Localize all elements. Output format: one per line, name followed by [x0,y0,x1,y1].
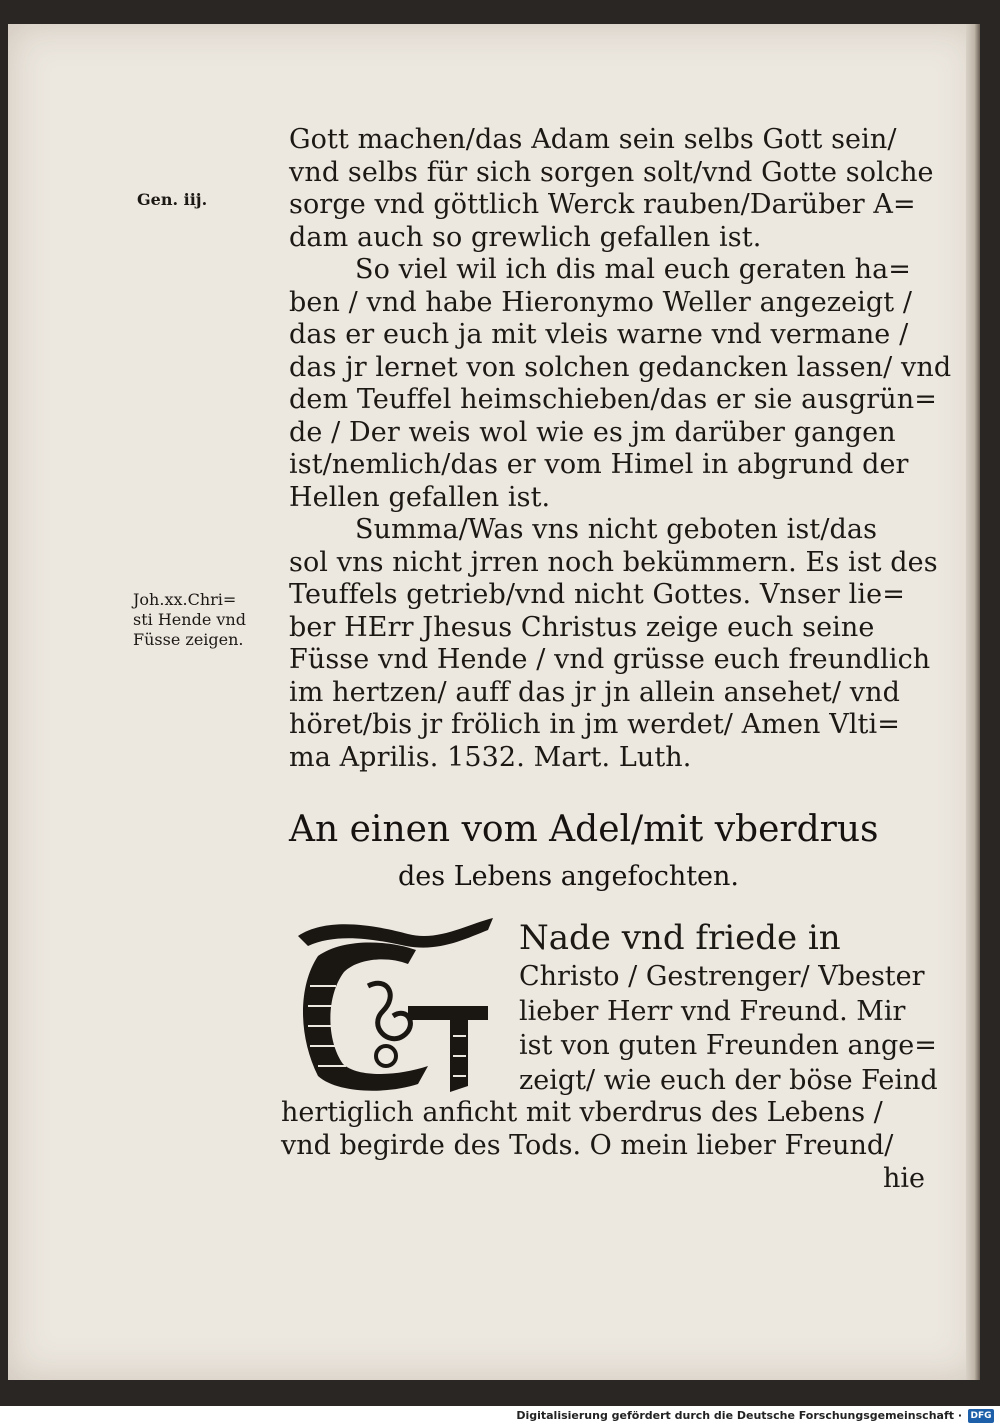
initial-ornament-icon [288,916,504,1098]
text-line: zeigt/ wie euch der böse Feind [519,1064,938,1096]
text-line: hertiglich anficht mit vberdrus des Lebens / [281,1097,883,1128]
main-text-block [289,124,952,774]
text-line: ma Aprilis. 1532. Mart. Luth. [289,741,692,773]
text-line: das jr lernet von solchen gedancken lassen/ vnd [289,351,952,383]
section-subheading: des Lebens angefochten. [398,861,740,892]
text-line: ben / vnd habe Hieronymo Weller angezeigt / [289,286,913,318]
text-line: sol vns nicht jrren noch bekümmern. Es ist des [289,546,938,578]
text-line: ist/nemlich/das er vom Himel in abgrund der [289,449,909,480]
text-line: ist von guten Freunden ange= [519,1030,937,1061]
footer-bar [0,1406,1000,1426]
text-line: vnd begirde des Tods. O mein lieber Freund/ [281,1130,894,1161]
text-line: de / Der weis wol wie es jm darüber gangen [289,416,896,448]
margin-note-joh-3: Füsse zeigen. [133,630,244,649]
text-line: Gott machen/das Adam sein selbs Gott sein/ [289,124,897,155]
text-line: ber HErr Jhesus Christus zeige euch seine [289,611,875,643]
letter-text-full [281,1096,931,1195]
text-line: Summa/Was vns nicht geboten ist/das [355,514,878,545]
text-line: Nade vnd friede in [519,918,841,958]
text-line: Christo / Gestrenger/ Vbester [519,961,925,992]
text-line: vnd selbs für sich sorgen solt/vnd Gotte solche [289,156,934,188]
margin-note-gen: Gen. iij. [137,190,208,209]
decorated-initial [288,916,504,1098]
section-heading: An einen vom Adel/mit vberdrus [289,809,879,850]
letter-text-indented [519,916,938,1098]
text-line: So viel wil ich dis mal euch geraten ha= [355,254,912,285]
text-line: Hellen gefallen ist. [289,481,551,513]
text-line: Teuffels getrieb/vnd nicht Gottes. Vnser lie= [289,579,905,610]
text-line: lieber Herr vnd Freund. Mir [519,995,906,1027]
footer-credit: Digitalisierung gefördert durch die Deutsche Forschungsgemeinschaft · [516,1409,962,1422]
text-line: höret/bis jr frölich in jm werdet/ Amen Vlti= [289,709,900,740]
text-line: im hertzen/ auff das jr jn allein ansehet/ vnd [289,676,900,708]
catchword: hie [882,1163,925,1194]
text-line: dam auch so grewlich gefallen ist. [289,221,762,253]
text-line: sorge vnd göttlich Werck rauben/Darüber A= [289,189,916,220]
page-edge [966,24,980,1380]
margin-note-joh-2: sti Hende vnd [133,610,246,629]
margin-note-joh-1: Joh.xx.Chri= [133,590,237,609]
text-line: Füsse vnd Hende / vnd grüsse euch freundlich [289,644,931,675]
dfg-logo-icon: DFG [968,1409,994,1423]
text-line: dem Teuffel heimschieben/das er sie ausgrün= [289,384,937,415]
text-line: das er euch ja mit vleis warne vnd vermane / [289,319,909,350]
